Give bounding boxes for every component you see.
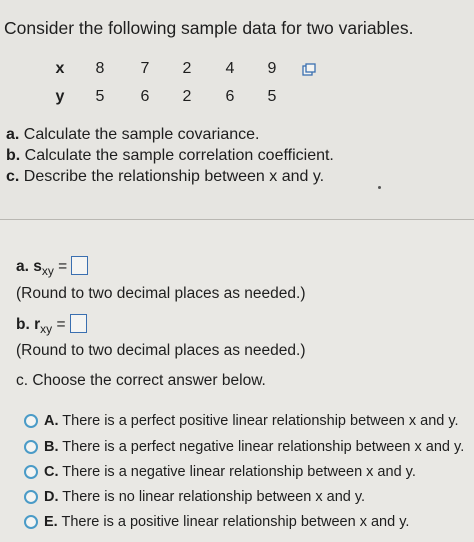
mouse-cursor [378, 186, 381, 189]
answer-a-label: a. s [16, 258, 42, 275]
answer-b-row [16, 314, 87, 334]
option-a[interactable] [44, 413, 459, 429]
option-b-letter: B. [44, 439, 59, 455]
table-x-value: 4 [225, 60, 235, 77]
option-c[interactable] [44, 464, 416, 480]
option-a-text: There is a perfect positive linear relationship between x and y. [62, 413, 459, 429]
option-c-letter: C. [44, 464, 59, 480]
answer-b-note: (Round to two decimal places as needed.) [16, 342, 306, 359]
table-y-label: y [55, 88, 65, 105]
option-c-radio[interactable] [24, 465, 38, 479]
question-c-text: Describe the relationship between x and y. [23, 168, 325, 185]
question-b [6, 147, 334, 165]
table-x-value: 8 [95, 60, 105, 77]
question-a [6, 126, 259, 144]
option-c-text: There is a negative linear relationship between x and y. [62, 464, 416, 480]
table-x-value: 9 [267, 60, 277, 77]
correlation-input[interactable] [70, 314, 87, 333]
option-e-letter: E. [44, 514, 58, 530]
option-d-letter: D. [44, 489, 59, 505]
answer-c-prompt: c. Choose the correct answer below. [16, 372, 266, 389]
option-e-radio[interactable] [24, 515, 38, 529]
answer-b-equals: = [56, 316, 66, 333]
question-a-letter: a. [6, 126, 20, 143]
option-e[interactable] [44, 514, 409, 530]
question-c [6, 168, 324, 186]
option-b-radio[interactable] [24, 440, 38, 454]
option-a-letter: A. [44, 413, 59, 429]
answer-b-label: b. r [16, 316, 41, 333]
answer-a-equals: = [58, 258, 68, 275]
answer-a-row [16, 256, 88, 276]
answer-a-note: (Round to two decimal places as needed.) [16, 285, 306, 302]
question-c-letter: c. [6, 168, 20, 185]
table-y-value: 5 [267, 88, 277, 105]
answer-b-subscript: xy [40, 322, 53, 336]
covariance-input[interactable] [71, 256, 88, 275]
option-d-text: There is no linear relationship between x and y. [62, 489, 366, 505]
table-y-value: 6 [140, 88, 150, 105]
table-y-value: 5 [95, 88, 105, 105]
question-b-text: Calculate the sample correlation coefficient. [24, 147, 334, 164]
option-a-radio[interactable] [24, 414, 38, 428]
option-b[interactable] [44, 439, 464, 455]
question-b-letter: b. [6, 147, 21, 164]
table-x-label: x [55, 60, 65, 77]
copy-data-icon[interactable] [302, 63, 316, 77]
table-y-value: 2 [182, 88, 192, 105]
table-y-value: 6 [225, 88, 235, 105]
option-b-text: There is a perfect negative linear relationship between x and y. [62, 439, 465, 455]
table-x-value: 2 [182, 60, 192, 77]
option-d[interactable] [44, 489, 365, 505]
option-d-radio[interactable] [24, 490, 38, 504]
question-a-text: Calculate the sample covariance. [23, 126, 260, 143]
option-e-text: There is a positive linear relationship between x and y. [61, 514, 410, 530]
table-x-value: 7 [140, 60, 150, 77]
question-title: Consider the following sample data for two variables. [4, 18, 414, 38]
answer-a-subscript: xy [41, 264, 54, 278]
